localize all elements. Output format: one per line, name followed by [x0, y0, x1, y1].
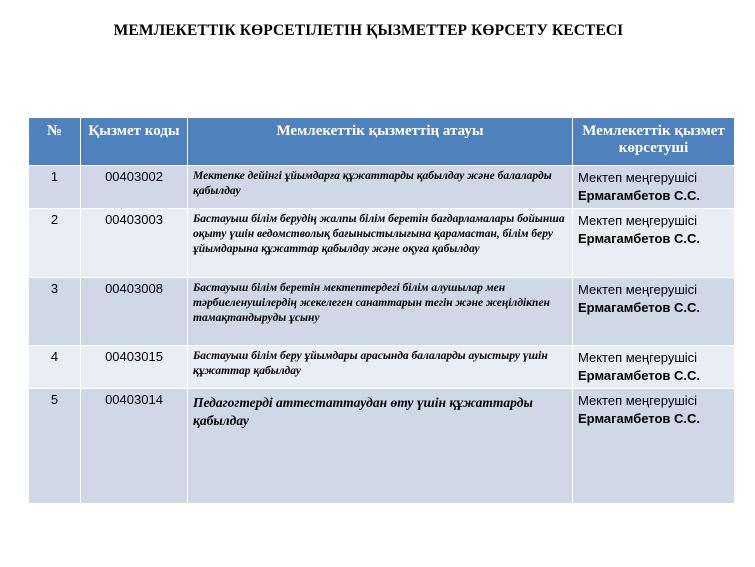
- service-provider: [573, 209, 735, 278]
- provider-role: Мектеп меңгерушісі: [578, 282, 698, 297]
- page-title: МЕМЛЕКЕТТІК КӨРСЕТІЛЕТІН ҚЫЗМЕТТЕР КӨРСЕТУ КЕСТЕСІ: [113, 22, 624, 39]
- table-row: [29, 389, 735, 504]
- provider-role: Мектеп меңгерушісі: [578, 213, 698, 228]
- provider-person: Ермагамбетов С.С.: [578, 231, 701, 246]
- service-provider: [573, 166, 735, 209]
- header-service-provider: Мемлекеттік қызмет көрсетуші: [573, 118, 735, 166]
- row-number: 3: [29, 278, 81, 346]
- provider-role: Мектеп меңгерушісі: [578, 170, 698, 185]
- provider-role: Мектеп меңгерушісі: [578, 350, 698, 365]
- row-number: 1: [29, 166, 81, 209]
- table-row: [29, 209, 735, 278]
- row-number: 4: [29, 346, 81, 389]
- header-number: №: [29, 118, 81, 166]
- service-name: Мектепке дейінгі ұйымдарға құжаттарды қабылдау және балаларды қабылдау: [188, 166, 573, 209]
- service-code: 00403015: [81, 346, 188, 389]
- header-service-code: Қызмет коды: [81, 118, 188, 166]
- table-row: [29, 278, 735, 346]
- provider-person: Ермагамбетов С.С.: [578, 411, 701, 426]
- service-code: 00403002: [81, 166, 188, 209]
- provider-person: Ермагамбетов С.С.: [578, 300, 701, 315]
- service-code: 00403008: [81, 278, 188, 346]
- table-header-row: [29, 118, 735, 166]
- row-number: 2: [29, 209, 81, 278]
- service-provider: [573, 389, 735, 504]
- service-name: Педагогтерді аттестаттаудан өту үшін құжаттарды қабылдау: [188, 389, 573, 504]
- provider-role: Мектеп меңгерушісі: [578, 393, 698, 408]
- provider-person: Ермагамбетов С.С.: [578, 188, 701, 203]
- service-code: 00403003: [81, 209, 188, 278]
- row-number: 5: [29, 389, 81, 504]
- table-row: [29, 166, 735, 209]
- services-table: [28, 117, 735, 504]
- service-code: 00403014: [81, 389, 188, 504]
- service-provider: [573, 346, 735, 389]
- table-row: [29, 346, 735, 389]
- service-name: Бастауыш білім беру ұйымдары арасында балаларды ауыстыру үшін құжаттар қабылдау: [188, 346, 573, 389]
- service-name: Бастауыш білім беретін мектептердегі білім алушылар мен тәрбиеленушілердің жекелеген санаттарын тегін және жеңілдікпен тамақтандыруды ұсыну: [188, 278, 573, 346]
- service-provider: [573, 278, 735, 346]
- service-name: Бастауыш білім берудің жалпы білім беретін бағдарламалары бойынша оқыту үшін ведомстволық бағыныстылығына қарамастан, білім беру ұйымдарына құжаттар қабылдау және оқуға қабылдау: [188, 209, 573, 278]
- provider-person: Ермагамбетов С.С.: [578, 368, 701, 383]
- header-service-name: Мемлекеттік қызметтің атауы: [188, 118, 573, 166]
